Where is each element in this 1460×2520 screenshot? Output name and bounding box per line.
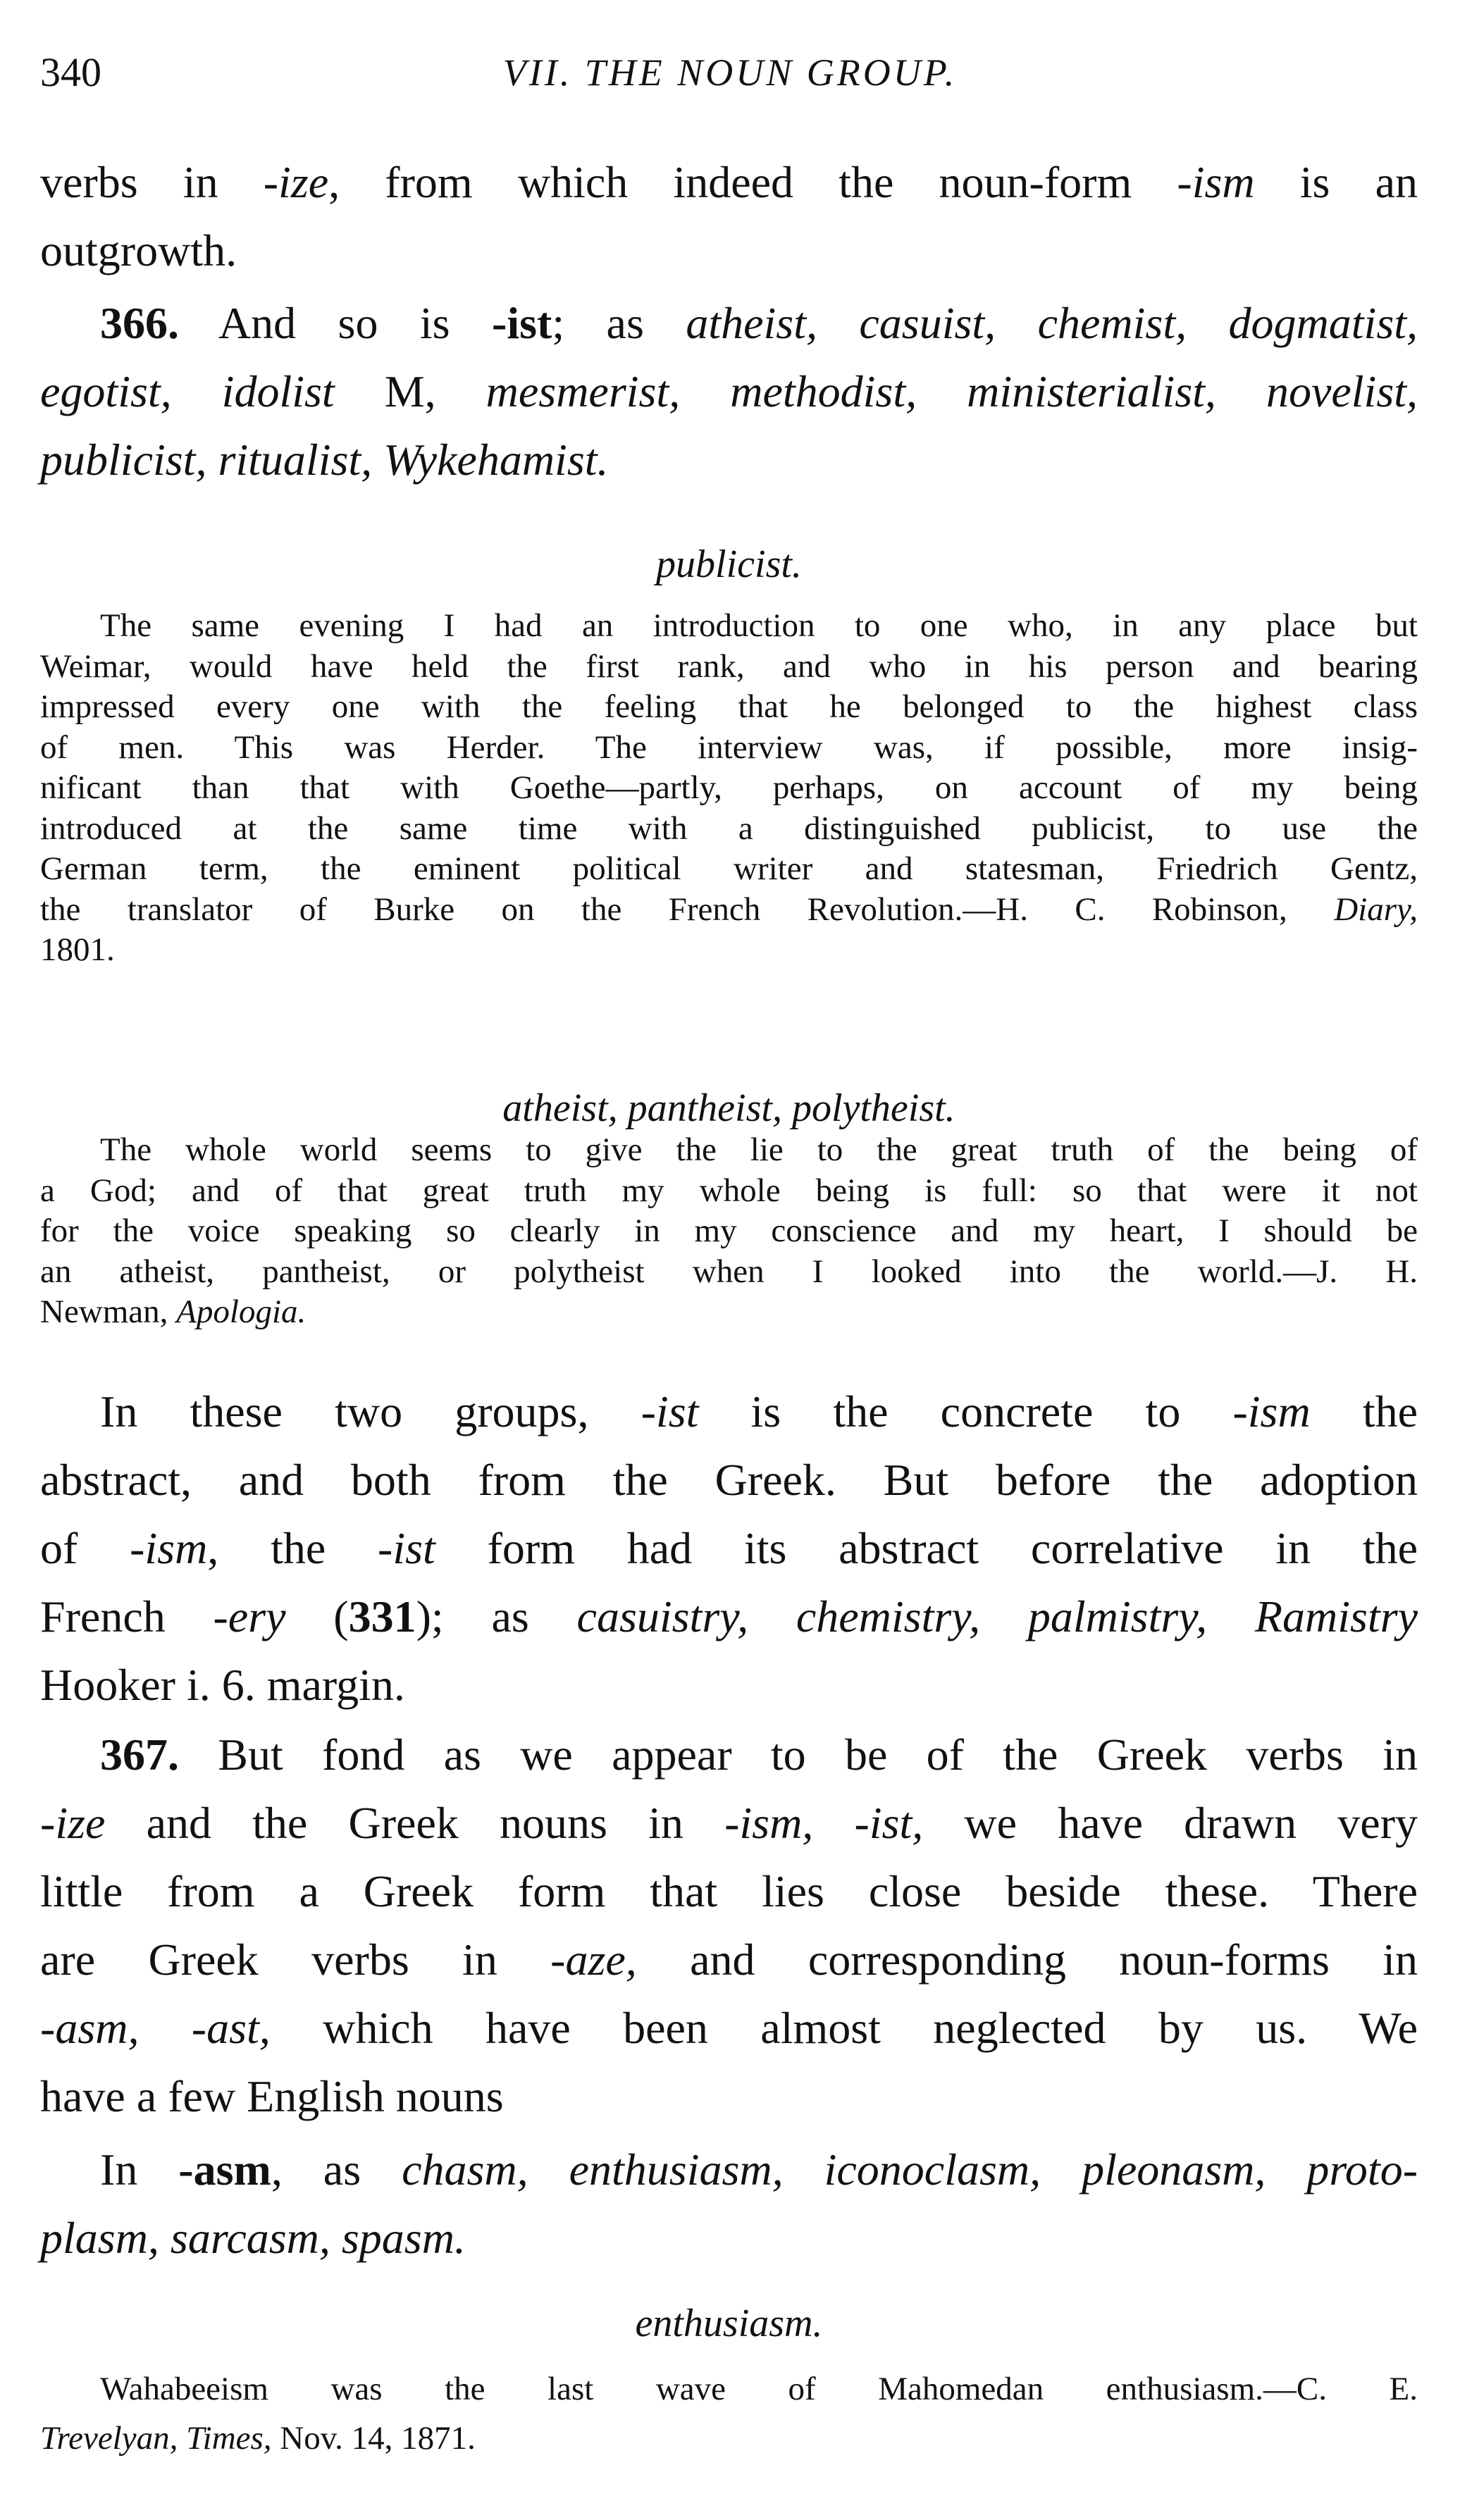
text-run: is the concrete to	[698, 1386, 1233, 1436]
text-run: The whole world seems to give the lie to the great truth of the being of	[100, 1131, 1418, 1168]
italic-text: -aze,	[550, 1935, 637, 1985]
example-heading-publicist: publicist.	[656, 542, 802, 586]
paragraph-two-groups	[40, 1377, 1418, 1719]
text-run: German term, the eminent political writer and statesman, Friedrich Gentz,	[40, 850, 1418, 887]
text-run: , from which indeed the noun-form	[328, 157, 1177, 207]
text-line	[40, 1514, 1418, 1582]
text-run: Weimar, would have held the first rank, and who in his person and bearing	[40, 647, 1418, 685]
text-run: Newman,	[40, 1293, 177, 1330]
text-line	[40, 1582, 1418, 1651]
text-run: an atheist, pantheist, or polytheist when I looked into the world.—J. H.	[40, 1253, 1418, 1290]
text-run: impressed every one with the feeling that he belonged to the highest class	[40, 688, 1418, 725]
text-line	[40, 606, 1418, 647]
text-line	[40, 1651, 1418, 1719]
text-run: nificant than that with Goethe—partly, perhaps, on account of my being	[40, 769, 1418, 806]
italic-text: -ize	[40, 1798, 106, 1848]
example-heading-enthusiasm: enthusiasm.	[635, 2302, 823, 2345]
text-line	[40, 809, 1418, 850]
text-line	[40, 1252, 1418, 1293]
italic-text: -ism	[130, 1523, 208, 1573]
text-run: verbs in	[40, 157, 264, 207]
text-run: the translator of Burke on the French Revolution.—H. C. Robinson,	[40, 890, 1335, 928]
text-line	[40, 426, 1418, 494]
text-line	[40, 216, 1418, 285]
text-line	[40, 687, 1418, 728]
italic-text: atheist, casuist, chemist, dogmatist,	[686, 298, 1418, 348]
text-run: which have been almost neglected by us. We	[270, 2003, 1418, 2053]
text-line	[40, 1377, 1418, 1446]
paragraph-366	[40, 289, 1418, 494]
text-run: form had its abstract correlative in the	[435, 1523, 1418, 1573]
text-run: the	[1310, 1386, 1418, 1436]
text-run: is an	[1254, 157, 1418, 207]
italic-text: -ist	[378, 1523, 435, 1573]
example-heading-atheist: atheist, pantheist, polytheist.	[502, 1086, 955, 1130]
text-line	[40, 2414, 1418, 2463]
text-run: of men. This was Herder. The interview was, if possible, more insig-	[40, 728, 1418, 766]
italic-text: -ism	[1232, 1386, 1311, 1436]
text-line	[40, 289, 1418, 357]
italic-text: Trevelyan, Times,	[40, 2420, 272, 2457]
text-line	[40, 2062, 1418, 2130]
text-line	[40, 1171, 1418, 1212]
text-line	[40, 1211, 1418, 1252]
bold-text: -ist	[492, 298, 552, 348]
quotation-newman	[40, 1130, 1418, 1333]
italic-text: Apologia.	[176, 1293, 307, 1330]
text-run: and the Greek nouns in	[105, 1798, 725, 1848]
text-line	[40, 1130, 1418, 1171]
italic-text: -ery	[213, 1591, 286, 1641]
text-run: ; as	[552, 298, 686, 348]
text-run: The same evening I had an introduction to one who, in any place but	[100, 607, 1418, 644]
italic-text: plasm, sarcasm, spasm.	[40, 2213, 466, 2263]
text-run: introduced at the same time with a distinguished publicist, to use the	[40, 809, 1418, 847]
text-line	[40, 2135, 1418, 2204]
italic-text: egotist, idolist	[40, 366, 335, 416]
text-line	[40, 647, 1418, 688]
italic-text: -ism	[1177, 157, 1255, 207]
italic-text: casuistry, chemistry, palmistry, Ramistry	[576, 1591, 1418, 1641]
italic-text: chasm, enthusiasm, iconoclasm, pleonasm, proto-	[402, 2145, 1418, 2195]
text-line	[40, 2204, 1418, 2272]
text-line	[40, 768, 1418, 809]
text-run: In these two groups,	[100, 1386, 641, 1436]
text-line	[40, 728, 1418, 769]
bold-text: -asm	[178, 2145, 271, 2195]
text-line	[40, 357, 1418, 426]
italic-text: Diary,	[1334, 890, 1418, 928]
text-run: Hooker i. 6. margin.	[40, 1660, 405, 1710]
bold-text: 367.	[100, 1730, 179, 1780]
bold-text: 331	[348, 1591, 416, 1641]
paragraph-asm	[40, 2135, 1418, 2272]
text-line	[40, 1857, 1418, 1925]
text-run: a God; and of that great truth my whole being is full: so that were it not	[40, 1172, 1418, 1209]
text-run: abstract, and both from the Greek. But before the adoption	[40, 1455, 1418, 1505]
text-run: little from a Greek form that lies close beside these. There	[40, 1866, 1418, 1916]
running-title: VII. THE NOUN GROUP.	[502, 51, 958, 94]
text-line	[40, 849, 1418, 890]
text-line	[40, 1925, 1418, 1994]
paragraph-ize-continuation	[40, 148, 1418, 285]
italic-text: -ism, -ist,	[724, 1798, 924, 1848]
text-line	[40, 930, 1418, 971]
text-run: (	[285, 1591, 349, 1641]
text-line	[40, 1789, 1418, 1857]
text-run: outgrowth.	[40, 225, 237, 275]
text-run: , the	[207, 1523, 378, 1573]
quotation-trevelyan	[40, 2364, 1418, 2463]
text-run: ); as	[416, 1591, 577, 1641]
text-run: In	[100, 2145, 179, 2195]
text-line	[40, 148, 1418, 216]
text-run: But fond as we appear to be of the Greek verbs in	[179, 1730, 1418, 1780]
paragraph-367	[40, 1720, 1418, 2130]
text-run: of	[40, 1523, 130, 1573]
text-run: M,	[334, 366, 486, 416]
text-run: French	[40, 1591, 214, 1641]
italic-text: publicist, ritualist, Wykehamist.	[40, 435, 609, 485]
text-run: we have drawn very	[923, 1798, 1418, 1848]
text-run: And so is	[179, 298, 493, 348]
italic-text: -asm, -ast,	[40, 2003, 271, 2053]
text-run: , as	[271, 2145, 402, 2195]
text-line	[40, 1720, 1418, 1789]
bold-text: 366.	[100, 298, 179, 348]
text-run: and corresponding noun-forms in	[636, 1935, 1418, 1985]
italic-text: -ist	[641, 1386, 699, 1436]
italic-text: -ize	[263, 157, 329, 207]
text-run: 1801.	[40, 931, 115, 968]
italic-text: mesmerist, methodist, ministerialist, novelist,	[485, 366, 1418, 416]
page-number: 340	[40, 49, 101, 95]
text-line	[40, 2364, 1418, 2414]
text-run: have a few English nouns	[40, 2071, 504, 2121]
text-line	[40, 1292, 1418, 1333]
text-run: Nov. 14, 1871.	[271, 2420, 476, 2457]
text-run: Wahabeeism was the last wave of Mahomedan enthusiasm.—C. E.	[100, 2371, 1418, 2407]
text-line	[40, 1994, 1418, 2062]
quotation-robinson	[40, 606, 1418, 971]
text-line	[40, 1446, 1418, 1514]
text-line	[40, 890, 1418, 931]
text-run: are Greek verbs in	[40, 1935, 551, 1985]
text-run: for the voice speaking so clearly in my conscience and my heart, I should be	[40, 1212, 1418, 1249]
